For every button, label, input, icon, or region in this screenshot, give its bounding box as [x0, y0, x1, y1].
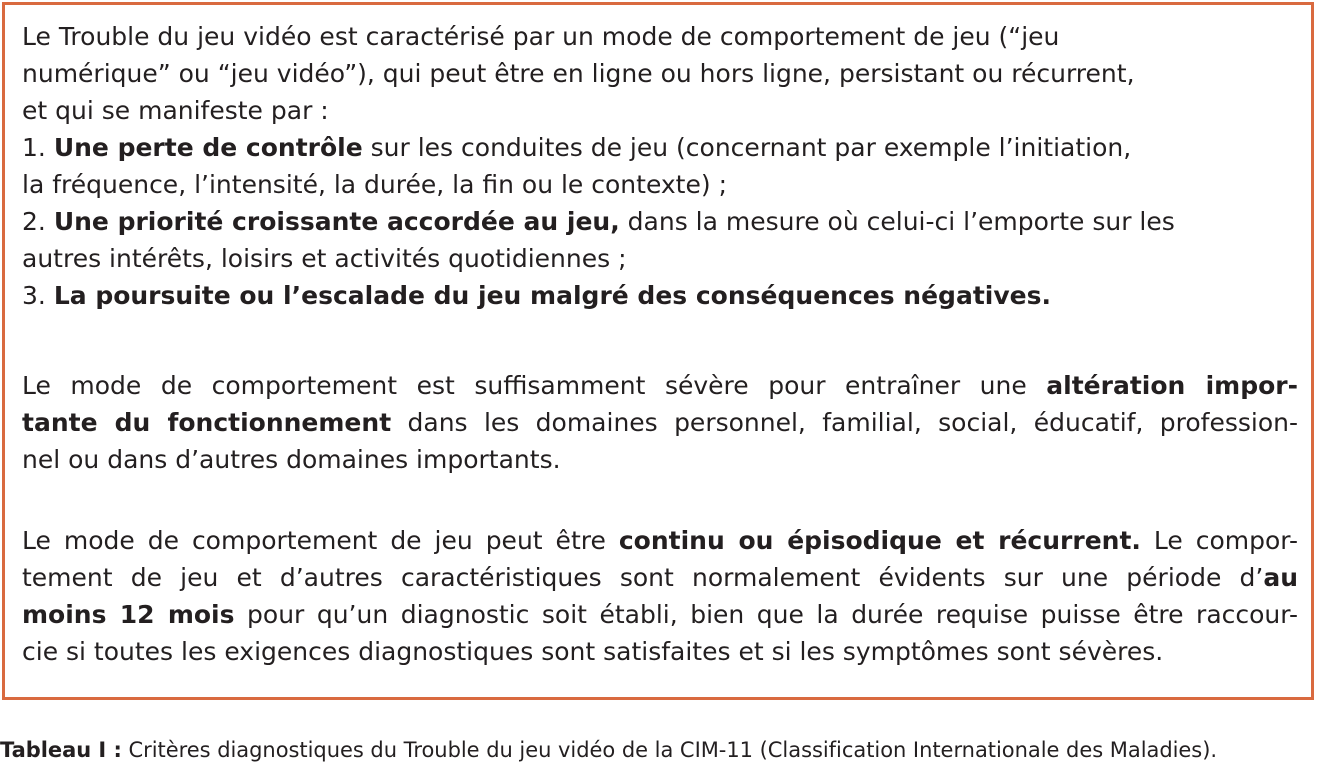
severity-line-3: nel ou dans d’autres domaines importants.: [22, 445, 561, 474]
duration-bold-3: moins 12 mois: [22, 600, 235, 629]
criterion-2-line-1: [22, 203, 1298, 240]
caption-text: Critères diagnostiques du Trouble du jeu vidéo de la CIM-11 (Classification Internationale des Maladies).: [128, 738, 1218, 762]
duration-line-3: [22, 596, 1298, 633]
duration-text-2: tement de jeu et d’autres caractéristiques sont normalement évidents sur une période d’: [22, 563, 1264, 592]
severity-bold-2: tante du fonctionnement: [22, 408, 392, 437]
duration-paragraph: [22, 522, 1298, 670]
severity-text-2: dans les domaines personnel, familial, social, éducatif, profession-: [407, 408, 1298, 437]
intro-line-2: numérique” ou “jeu vidéo”), qui peut être en ligne ou hors ligne, persistant ou récurrent,: [22, 59, 1135, 88]
intro-line-3: et qui se manifeste par :: [22, 96, 329, 125]
criterion-1-number: 1.: [22, 133, 46, 162]
criterion-2-bold: Une priorité croissante accordée au jeu,: [53, 207, 620, 236]
duration-line-1: [22, 522, 1298, 559]
criterion-2-text-1: dans la mesure où celui-ci l’emporte sur les: [627, 207, 1175, 236]
caption-label: Tableau I :: [0, 738, 122, 762]
criterion-3-number: 3.: [22, 281, 46, 310]
criteria-box: [2, 2, 1314, 700]
duration-text-1: Le mode de comportement de jeu peut être: [22, 526, 606, 555]
criterion-3-bold: La poursuite ou l’escalade du jeu malgré des conséquences négatives.: [53, 281, 1051, 310]
duration-line-2: [22, 559, 1298, 596]
severity-paragraph: [22, 367, 1298, 478]
criterion-3-line: [22, 277, 1298, 314]
table-caption: [0, 735, 1320, 765]
criterion-1-line-2: la fréquence, l’intensité, la durée, la fin ou le contexte) ;: [22, 170, 727, 199]
severity-text-1: Le mode de comportement est suffisamment sévère pour entraîner une: [22, 371, 1027, 400]
severity-line-2: [22, 404, 1298, 441]
criterion-2-line-2: autres intérêts, loisirs et activités quotidiennes ;: [22, 244, 627, 273]
intro-paragraph: [22, 18, 1298, 314]
severity-line-1: [22, 367, 1298, 404]
criterion-1-bold: Une perte de contrôle: [53, 133, 363, 162]
criterion-1-text-1: sur les conduites de jeu (concernant par exemple l’initiation,: [370, 133, 1132, 162]
duration-text-3: pour qu’un diagnostic soit établi, bien que la durée requise puisse être raccour-: [247, 600, 1298, 629]
criterion-1-line-1: [22, 129, 1298, 166]
duration-line-4: cie si toutes les exigences diagnostiques sont satisfaites et si les symptômes sont sévères.: [22, 637, 1164, 666]
duration-text-1b: Le compor-: [1153, 526, 1299, 555]
duration-bold-1: continu ou épisodique et récurrent.: [618, 526, 1141, 555]
criterion-2-number: 2.: [22, 207, 46, 236]
duration-bold-2: au: [1263, 563, 1298, 592]
intro-line-1: Le Trouble du jeu vidéo est caractérisé par un mode de comportement de jeu (“jeu: [22, 22, 1060, 51]
severity-bold-1: altération impor-: [1046, 371, 1299, 400]
